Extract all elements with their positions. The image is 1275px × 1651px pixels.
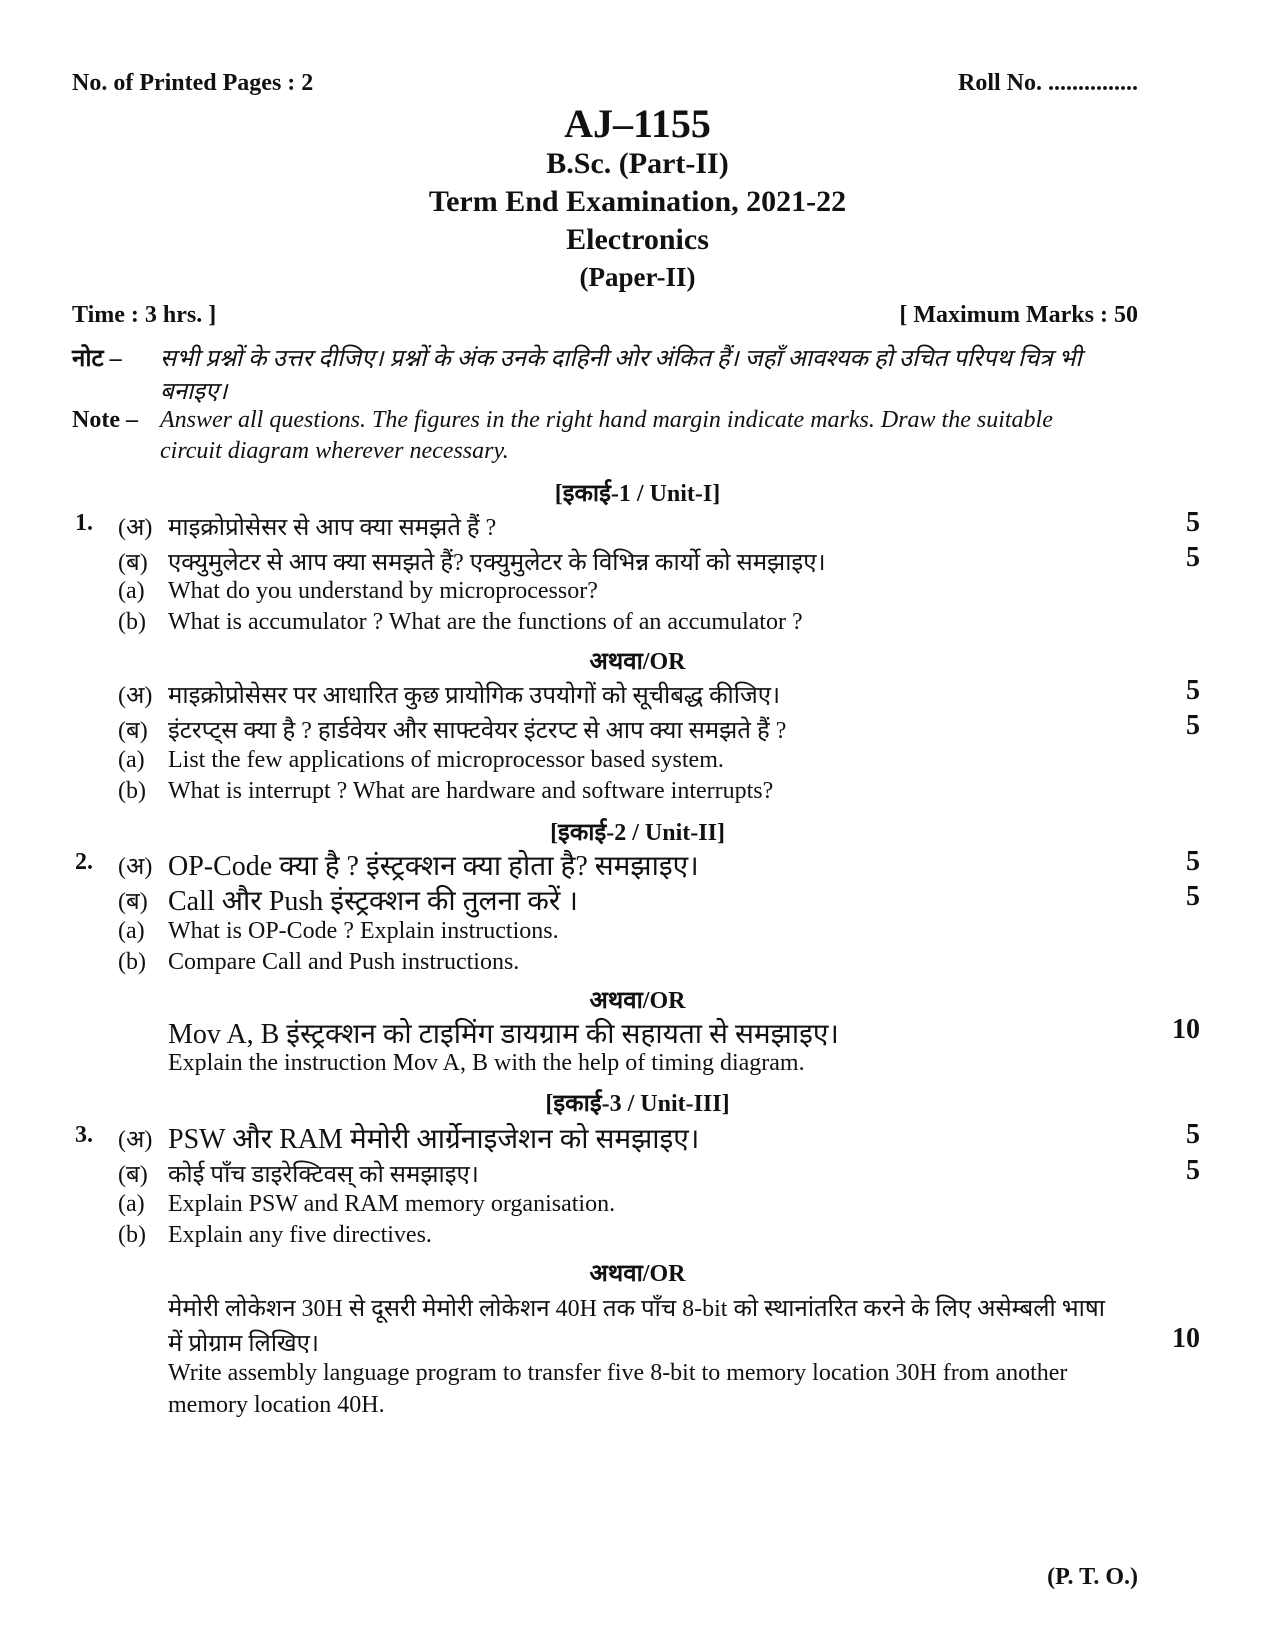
q3-a-label: (अ) <box>118 1127 153 1153</box>
q2-b-marks: 5 <box>1186 881 1200 912</box>
q2-a-en-label: (a) <box>118 918 145 944</box>
q1-or-b-hindi: इंटरप्ट्स क्या है ? हार्डवेयर और साफ्टवेयर इंटरप्ट से आप क्या समझते हैं ? <box>168 718 787 744</box>
q3-or-english-line2: memory location 40H. <box>168 1392 385 1418</box>
q2-b-hindi: Call और Push इंस्ट्रक्शन की तुलना करें । <box>168 886 578 917</box>
q3-or-hindi-line2: में प्रोग्राम लिखिए। <box>168 1331 320 1357</box>
question-3-number: 3. <box>75 1122 93 1148</box>
paper-title: (Paper-II) <box>579 262 696 292</box>
q3-b-marks: 5 <box>1186 1155 1200 1186</box>
q1-or-b-label: (ब) <box>118 718 148 744</box>
hindi-note-line1: सभी प्रश्नों के उत्तर दीजिए। प्रश्नों के अंक उनके दाहिनी ओर अंकित हैं। जहाँ आवश्यक हो उचित परिपथ चित्र भी <box>160 346 1082 372</box>
q3-b-english: Explain any five directives. <box>168 1222 432 1248</box>
q1-b-marks: 5 <box>1186 542 1200 573</box>
q2-b-en-label: (b) <box>118 949 146 975</box>
q3-or-marks: 10 <box>1172 1323 1200 1354</box>
exam-title: Term End Examination, 2021-22 <box>428 185 847 218</box>
q1-or-divider: अथवा/OR <box>589 649 686 675</box>
q1-b-label: (ब) <box>118 550 148 576</box>
q1-or-b-english: What is interrupt ? What are hardware and software interrupts? <box>168 778 774 804</box>
q3-b-hindi: कोई पाँच डाइरेक्टिवस् को समझाइए। <box>168 1162 479 1188</box>
q2-a-english: What is OP-Code ? Explain instructions. <box>168 918 559 944</box>
q1-b-en-label: (b) <box>118 609 146 635</box>
q2-or-divider: अथवा/OR <box>589 988 686 1014</box>
unit-1-heading: [इकाई-1 / Unit-I] <box>554 481 721 507</box>
hindi-note-line2: बनाइए। <box>160 379 228 405</box>
q3-b-label: (ब) <box>118 1162 148 1188</box>
q2-a-hindi: OP-Code क्या है ? इंस्ट्रक्शन क्या होता है? समझाइए। <box>168 851 699 882</box>
q1-or-a-english: List the few applications of microprocessor based system. <box>168 747 724 773</box>
q3-or-english-line1: Write assembly language program to transfer five 8-bit to memory location 30H from another <box>168 1360 1068 1386</box>
q3-a-en-label: (a) <box>118 1191 145 1217</box>
printed-pages: No. of Printed Pages : 2 <box>72 70 314 96</box>
unit-3-heading: [इकाई-3 / Unit-III] <box>545 1091 730 1117</box>
q1-or-a-hindi: माइक्रोप्रोसेसर पर आधारित कुछ प्रायोगिक उपयोगों को सूचीबद्ध कीजिए। <box>168 683 781 709</box>
q2-b-label: (ब) <box>118 889 148 915</box>
hindi-note-label: नोट – <box>72 346 122 372</box>
q3-b-en-label: (b) <box>118 1222 146 1248</box>
q2-b-english: Compare Call and Push instructions. <box>168 949 520 975</box>
q1-a-hindi: माइक्रोप्रोसेसर से आप क्या समझते हैं ? <box>168 515 497 541</box>
q1-b-hindi: एक्युमुलेटर से आप क्या समझते हैं? एक्युमुलेटर के विभिन्न कार्यो को समझाइए। <box>168 550 826 576</box>
q3-a-marks: 5 <box>1186 1119 1200 1150</box>
question-1-number: 1. <box>75 510 93 536</box>
q1-or-b-marks: 5 <box>1186 710 1200 741</box>
paper-code: AJ–1155 <box>564 101 711 146</box>
q3-a-english: Explain PSW and RAM memory organisation. <box>168 1191 616 1217</box>
q1-or-a-en-label: (a) <box>118 747 145 773</box>
q1-or-a-label: (अ) <box>118 683 153 709</box>
q2-a-label: (अ) <box>118 854 153 880</box>
question-2-number: 2. <box>75 849 93 875</box>
q1-b-english: What is accumulator ? What are the functions of an accumulator ? <box>168 609 803 635</box>
roll-number: Roll No. ............... <box>958 70 1138 96</box>
unit-2-heading: [इकाई-2 / Unit-II] <box>550 820 725 846</box>
q1-a-label: (अ) <box>118 515 153 541</box>
q1-or-b-en-label: (b) <box>118 778 146 804</box>
english-note-label: Note – <box>72 407 138 433</box>
maximum-marks: [ Maximum Marks : 50 <box>899 302 1138 328</box>
q3-or-hindi-line1: मेमोरी लोकेशन 30H से दूसरी मेमोरी लोकेशन 40H तक पाँच 8-bit को स्थानांतरित करने के लिए असेम्बली भाषा <box>168 1296 1105 1322</box>
q1-a-english: What do you understand by microprocessor? <box>168 578 598 604</box>
q2-or-english: Explain the instruction Mov A, B with the help of timing diagram. <box>168 1050 805 1076</box>
q2-or-hindi: Mov A, B इंस्ट्रक्शन को टाइमिंग डायग्राम की सहायता से समझाइए। <box>168 1019 839 1050</box>
q1-or-a-marks: 5 <box>1186 675 1200 706</box>
q2-a-marks: 5 <box>1186 846 1200 877</box>
q1-a-en-label: (a) <box>118 578 145 604</box>
subject-title: Electronics <box>566 223 709 256</box>
q2-or-marks: 10 <box>1172 1014 1200 1045</box>
page-turn-note: (P. T. O.) <box>1047 1564 1138 1590</box>
q1-a-marks: 5 <box>1186 507 1200 538</box>
english-note-line1: Answer all questions. The figures in the right hand margin indicate marks. Draw the suitable <box>160 407 1053 433</box>
english-note-line2: circuit diagram wherever necessary. <box>160 438 509 464</box>
q3-or-divider: अथवा/OR <box>589 1261 686 1287</box>
course-title: B.Sc. (Part-II) <box>546 147 729 180</box>
q3-a-hindi: PSW और RAM मेमोरी आर्ग्रेनाइजेशन को समझाइए। <box>168 1124 700 1155</box>
time-allowed: Time : 3 hrs. ] <box>72 302 217 328</box>
